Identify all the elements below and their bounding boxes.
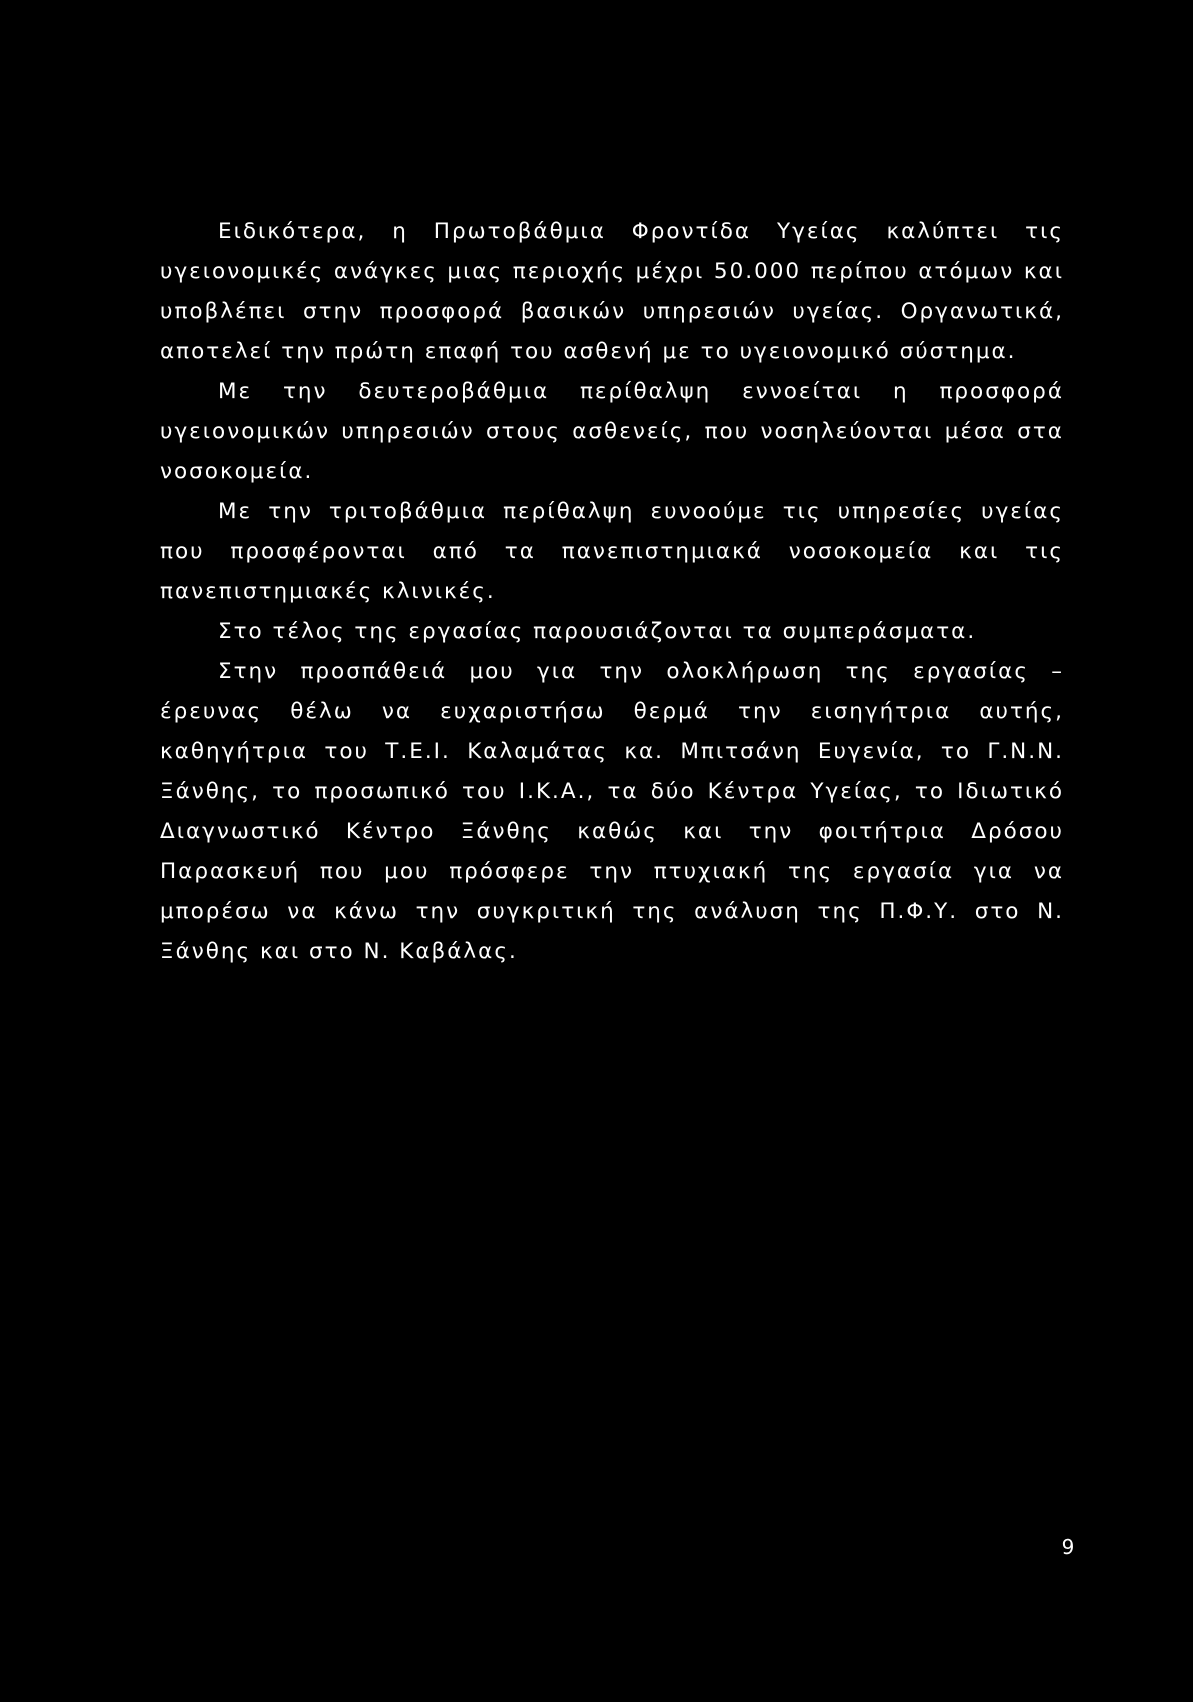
- paragraph-tertiary-care: Με την τριτοβάθμια περίθαλψη ευνοούμε τις υπηρεσίες υγείας που προσφέρονται από τα πανεπιστημιακά νοσοκομεία και τις πανεπιστημιακές κλινικές.: [160, 499, 1064, 604]
- page-content: [160, 212, 1064, 972]
- paragraph-secondary-care: Με την δευτεροβάθμια περίθαλψη εννοείται η προσφορά υγειονομικών υπηρεσιών στους ασθενείς, που νοσηλεύονται μέσα στα νοσοκομεία.: [160, 379, 1064, 484]
- paragraph-acknowledgements: Στην προσπάθειά μου για την ολοκλήρωση της εργασίας – έρευνας θέλω να ευχαριστήσω θερμά την εισηγήτρια αυτής, καθηγήτρια του Τ.Ε.Ι. Καλαμάτας κα. Μπιτσάνη Ευγενία, το Γ.Ν.Ν. Ξάνθης, το προσωπικό του Ι.Κ.Α., τα δύο Κέντρα Υγείας, το Ιδιωτικό Διαγνωστικό Κέντρο Ξάνθης καθώς και την φοιτήτρια Δρόσου Παρασκευή που μου πρόσφερε την πτυχιακή της εργασία για να μπορέσω να κάνω την συγκριτική της ανάλυση της Π.Φ.Υ. στο Ν. Ξάνθης και στο Ν. Καβάλας.: [160, 659, 1064, 964]
- page-number: 9: [1061, 1535, 1075, 1559]
- paragraph-primary-care: Ειδικότερα, η Πρωτοβάθμια Φροντίδα Υγείας καλύπτει τις υγειονομικές ανάγκες μιας περιοχής μέχρι 50.000 περίπου ατόμων και υποβλέπει στην προσφορά βασικών υπηρεσιών υγείας. Οργανωτικά, αποτελεί την πρώτη επαφή του ασθενή με το υγειονομικό σύστημα.: [160, 219, 1064, 364]
- paragraph-conclusions: Στο τέλος της εργασίας παρουσιάζονται τα συμπεράσματα.: [218, 619, 977, 644]
